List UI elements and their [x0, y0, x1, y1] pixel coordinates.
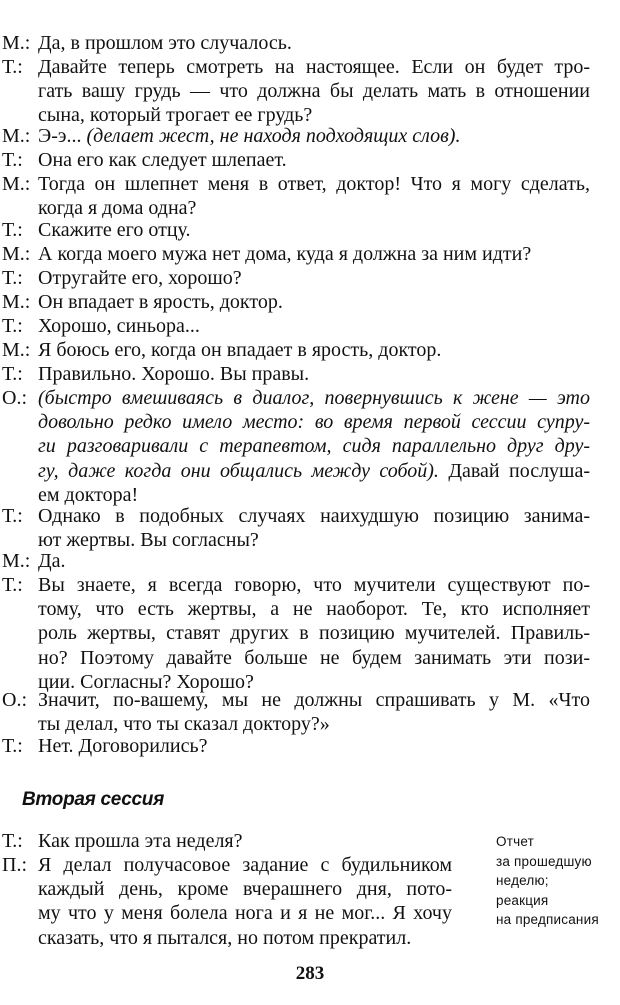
speaker-label: Т.: — [2, 315, 23, 337]
dialogue-line: но? Поэтому давайте больше не будем занимать эти пози- — [38, 646, 590, 669]
dialogue-line: Как прошла эта неделя? — [38, 830, 243, 852]
margin-note-line: неделю; — [496, 873, 549, 888]
dialogue-line: Да. — [38, 550, 66, 572]
dialogue-text: Давай послуша- — [438, 459, 590, 482]
margin-note-line: Отчет — [496, 834, 534, 849]
dialogue-entry — [0, 266, 590, 290]
dialogue-line: ют жертвы. Вы согласны? — [38, 529, 259, 552]
dialogue-line: Она его как следует шлепает. — [38, 149, 287, 171]
stage-direction: (делает жест, не находя подходящих слов). — [86, 125, 461, 147]
dialogue-entry — [0, 242, 590, 266]
margin-note-line: на предписания — [496, 912, 599, 927]
dialogue-line — [38, 124, 590, 148]
dialogue-line: Однако в подобных случаях наихудшую позицию занима- — [38, 505, 590, 527]
dialogue-line: роль жертвы, ставят других в позицию мучителей. Правиль- — [38, 622, 590, 645]
speaker-label: Т.: — [2, 735, 23, 757]
dialogue-line: ем доктора! — [38, 483, 139, 506]
dialogue-line: Давайте теперь смотреть на настоящее. Если он будет тро- — [38, 56, 590, 78]
speaker-label: О.: — [2, 387, 27, 409]
speaker-label: Т.: — [2, 574, 23, 596]
dialogue-line: А когда моего мужа нет дома, куда я должна за ним идти? — [38, 243, 532, 265]
stage-direction-line: довольно редко имело место: во время первой сессии супру- — [38, 411, 590, 434]
dialogue-entry — [0, 31, 590, 55]
speaker-label: Т.: — [2, 505, 23, 527]
dialogue-line: ты делал, что ты сказал доктору?» — [38, 713, 330, 736]
dialogue-entry — [0, 829, 452, 853]
dialogue-line: Я делал получасовое задание с будильником — [38, 854, 452, 876]
dialogue-line: Правильно. Хорошо. Вы правы. — [38, 363, 310, 385]
dialogue-entry — [0, 172, 590, 220]
speaker-label: Т.: — [2, 363, 23, 385]
dialogue-line: Хорошо, синьора... — [38, 315, 200, 337]
speaker-label: М.: — [2, 32, 31, 54]
margin-note-line: за прошедшую — [496, 853, 592, 869]
dialogue-entry — [0, 504, 590, 552]
dialogue-line: гать вашу грудь — что должна бы делать мать в отношении — [38, 80, 590, 103]
dialogue-entry — [0, 386, 590, 507]
dialogue-line: Вы знаете, я всегда говорю, что мучители существуют по- — [38, 574, 590, 596]
dialogue-line: сказать, что я пытался, но потом прекратил. — [38, 926, 412, 949]
speaker-label: М.: — [2, 550, 31, 572]
dialogue-line: Да, в прошлом это случалось. — [38, 32, 292, 54]
dialogue-line: Тогда он шлепнет меня в ответ, доктор! Что я могу сделать, — [38, 173, 590, 195]
dialogue-line: каждый день, кроме вчерашнего дня, пото- — [38, 878, 452, 901]
section-heading: Вторая сессия — [22, 789, 165, 810]
dialogue-entry — [0, 549, 590, 573]
speaker-label: Т.: — [2, 267, 23, 289]
stage-direction-line: (быстро вмешиваясь в диалог, повернувшись к жене — это — [38, 387, 590, 409]
speaker-label: Т.: — [2, 219, 23, 241]
dialogue-line: тому, что есть жертвы, а не наоборот. Те, кто исполняет — [38, 598, 590, 621]
dialogue-line: му что у меня болела нога и я не мог... Я хочу — [38, 902, 452, 925]
dialogue-line: Нет. Договорились? — [38, 735, 208, 757]
speaker-label: О.: — [2, 689, 27, 711]
dialogue-line: сына, который трогает ее грудь? — [38, 104, 313, 127]
dialogue-line: ции. Согласны? Хорошо? — [38, 670, 254, 693]
stage-direction-line: ги разговаривали с терапевтом, сидя параллельно друг дру- — [38, 435, 590, 458]
speaker-label: П.: — [2, 854, 27, 876]
dialogue-line: Скажите его отцу. — [38, 219, 191, 241]
speaker-label: М.: — [2, 125, 31, 147]
dialogue-line: Отругайте его, хорошо? — [38, 267, 242, 289]
dialogue-entry — [0, 314, 590, 338]
dialogue-entry — [0, 124, 590, 148]
speaker-label: Т.: — [2, 149, 23, 171]
dialogue-entry — [0, 338, 590, 362]
dialogue-entry — [0, 853, 452, 950]
dialogue-line — [38, 459, 590, 483]
dialogue-entry — [0, 734, 590, 758]
dialogue-line: когда я дома одна? — [38, 197, 197, 220]
dialogue-entry — [0, 148, 590, 172]
speaker-label: М.: — [2, 243, 31, 265]
dialogue-entry — [0, 362, 590, 386]
stage-direction: гу, даже когда они общались между собой). — [38, 459, 439, 482]
speaker-label: М.: — [2, 339, 31, 361]
dialogue-entry — [0, 290, 590, 314]
margin-note — [496, 832, 616, 930]
dialogue-text: Э-э... — [38, 125, 82, 147]
dialogue-entry — [0, 55, 590, 128]
dialogue-line: Я боюсь его, когда он впадает в ярость, доктор. — [38, 339, 442, 361]
dialogue-entry — [0, 688, 590, 736]
dialogue-entry — [0, 573, 590, 694]
speaker-label: М.: — [2, 173, 31, 195]
margin-note-line: реакция — [496, 892, 549, 908]
speaker-label: Т.: — [2, 56, 23, 78]
speaker-label: М.: — [2, 291, 31, 313]
dialogue-entry — [0, 218, 590, 242]
dialogue-line: Значит, по-вашему, мы не должны спрашивать у М. «Что — [38, 689, 590, 711]
page-number: 283 — [295, 963, 325, 984]
dialogue-line: Он впадает в ярость, доктор. — [38, 291, 283, 313]
speaker-label: Т.: — [2, 830, 23, 852]
